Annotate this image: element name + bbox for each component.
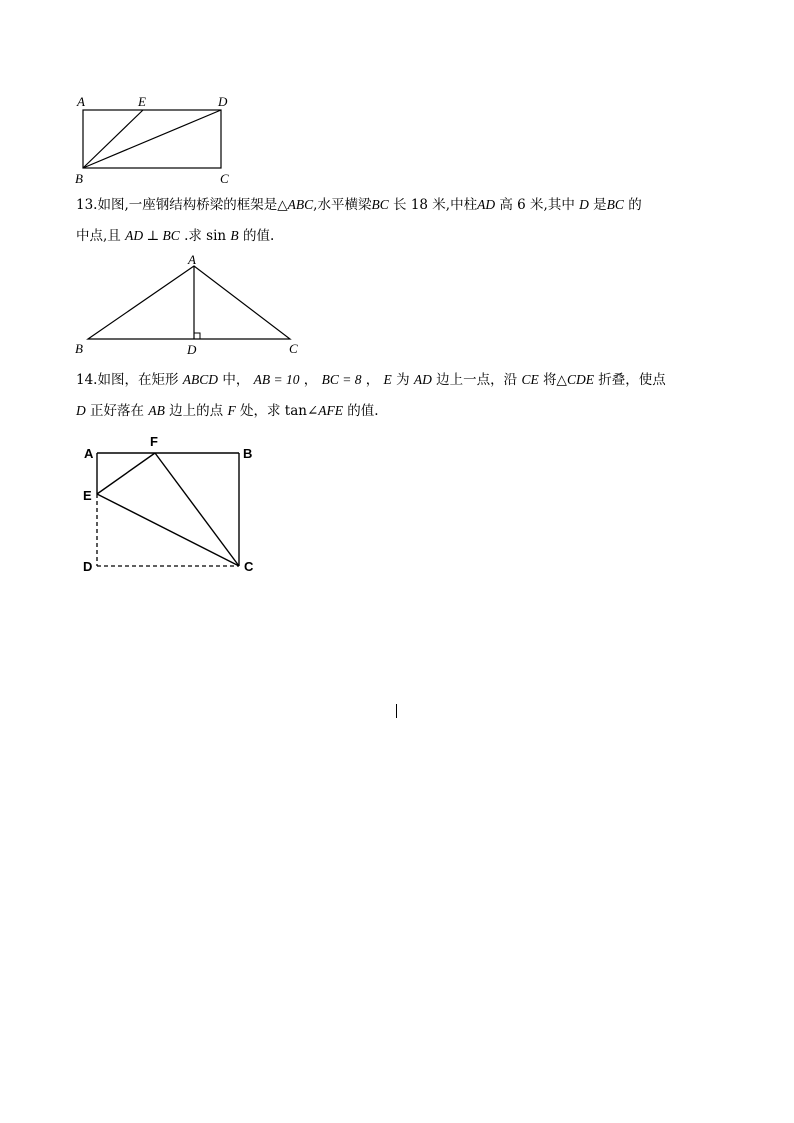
triangle-abc	[88, 266, 290, 339]
label-d: D	[187, 342, 197, 357]
math-perp: AD ⊥ BC	[125, 228, 180, 243]
segment-ec	[97, 494, 239, 566]
figure-triangle-abc	[70, 252, 310, 362]
label-c: C	[289, 341, 298, 356]
text-seg: 的值.	[343, 403, 379, 419]
math-b: B	[230, 228, 239, 243]
text-seg: 正好落在	[85, 403, 149, 419]
label-e: E	[83, 488, 92, 503]
label-d: D	[218, 94, 228, 109]
math-e: E	[383, 372, 392, 387]
math-d: D	[76, 403, 86, 418]
label-c: C	[220, 171, 229, 186]
label-c: C	[244, 559, 254, 574]
text-seg: 边上一点，沿	[431, 372, 522, 388]
text-seg: 如图，在矩形	[97, 372, 183, 388]
label-d: D	[83, 559, 93, 574]
math-d: D	[579, 197, 589, 212]
text-seg: 的	[623, 197, 642, 213]
text-seg: 为	[391, 372, 414, 388]
segment-ef	[97, 453, 155, 494]
text-seg: 将△	[538, 372, 567, 388]
problem-13-line-1	[76, 190, 726, 220]
segment-be	[83, 110, 143, 168]
text-seg: 中点,且	[76, 228, 126, 244]
math-bc: BC	[606, 197, 624, 212]
text-seg: 折叠，使点	[593, 372, 666, 388]
label-a: A	[77, 94, 85, 109]
label-b: B	[75, 171, 83, 186]
problem-14-number: 14.	[76, 372, 98, 388]
figure-rectangle-abcd	[70, 90, 250, 190]
math-cde: CDE	[566, 372, 594, 387]
math-bc-eq: BC = 8	[321, 372, 362, 387]
text-seg: 边上的点	[164, 403, 228, 419]
text-seg: 长 18 米,中柱	[388, 197, 478, 213]
text-seg: 是	[588, 197, 607, 213]
math-ad: AD	[413, 372, 432, 387]
problem-14-line-2	[76, 396, 726, 426]
text-seg: ，	[361, 372, 384, 388]
math-afe: AFE	[318, 403, 343, 418]
label-f: F	[150, 434, 158, 449]
math-ad: AD	[477, 197, 496, 212]
math-abcd: ABCD	[182, 372, 219, 387]
label-e: E	[138, 94, 146, 109]
segment-bd	[83, 110, 221, 168]
figure-folded-rectangle	[76, 430, 276, 580]
problem-13-line-2	[76, 221, 726, 251]
math-ab: AB	[148, 403, 165, 418]
text-seg: ，	[299, 372, 322, 388]
label-a: A	[188, 252, 196, 267]
label-b: B	[75, 341, 83, 356]
text-seg: 中，	[218, 372, 254, 388]
text-seg: 如图,一座钢结构桥梁的框架是△	[97, 197, 288, 213]
math-ab-eq: AB = 10	[253, 372, 300, 387]
text-seg: ,水平横梁	[313, 197, 372, 213]
segment-fc	[155, 453, 239, 566]
math-abc: ABC	[287, 197, 314, 212]
problem-14-line-1	[76, 365, 726, 395]
math-ce: CE	[521, 372, 539, 387]
right-angle-mark	[194, 333, 200, 339]
math-f: F	[227, 403, 236, 418]
problem-13-number: 13.	[76, 197, 98, 213]
label-a: A	[84, 446, 94, 461]
text-seg: 的值.	[238, 228, 275, 244]
text-seg: 高 6 米,其中	[495, 197, 580, 213]
text-seg: .求 sin	[179, 228, 231, 244]
text-seg: 处，求 tan∠	[235, 403, 319, 419]
math-bc: BC	[371, 197, 389, 212]
text-cursor	[396, 704, 397, 718]
label-b: B	[243, 446, 253, 461]
